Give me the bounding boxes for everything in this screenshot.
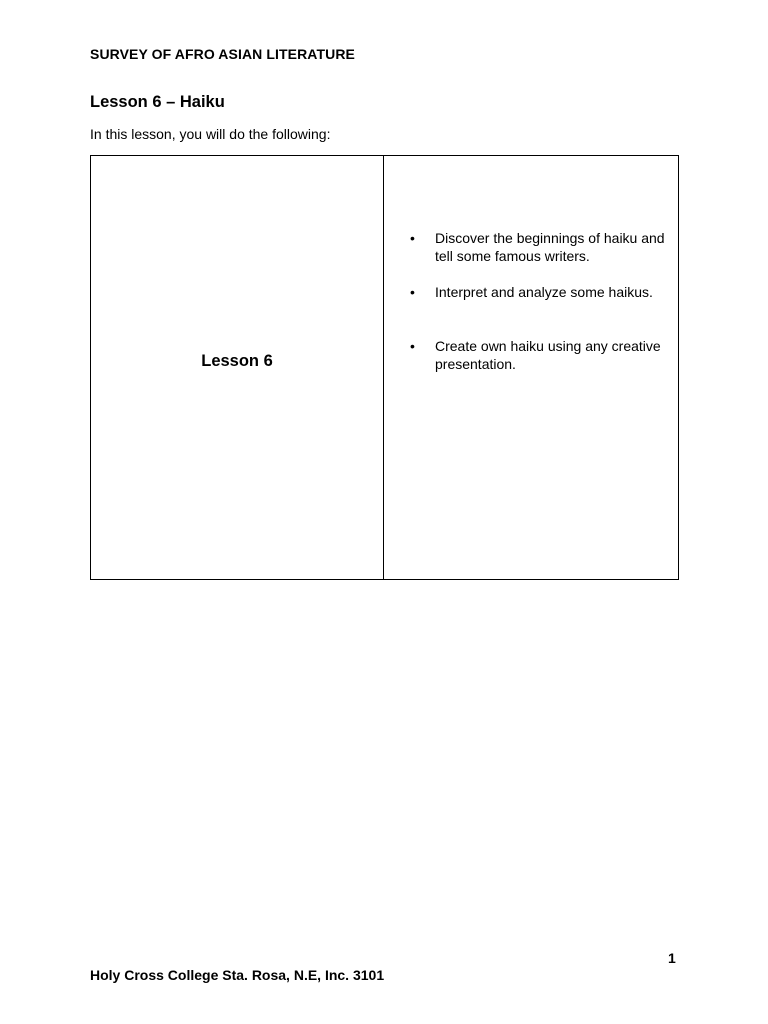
course-title: SURVEY OF AFRO ASIAN LITERATURE bbox=[90, 46, 355, 62]
lesson-intro: In this lesson, you will do the following: bbox=[90, 126, 331, 142]
lesson-objectives-table bbox=[90, 155, 679, 580]
objective-text: Discover the beginnings of haiku and tell some famous writers. bbox=[435, 230, 665, 264]
lesson-label: Lesson 6 bbox=[201, 352, 273, 370]
bullet-icon: • bbox=[410, 284, 415, 300]
objectives-cell bbox=[384, 156, 678, 579]
lesson-label-cell bbox=[91, 156, 384, 579]
bullet-icon: • bbox=[410, 230, 415, 246]
lesson-title: Lesson 6 – Haiku bbox=[90, 93, 225, 111]
objective-text: Create own haiku using any creative presentation. bbox=[435, 338, 661, 372]
footer-institution: Holy Cross College Sta. Rosa, N.E, Inc. 3101 bbox=[90, 967, 385, 983]
objective-text: Interpret and analyze some haikus. bbox=[435, 284, 653, 300]
bullet-icon: • bbox=[410, 338, 415, 354]
page-number: 1 bbox=[668, 950, 676, 966]
